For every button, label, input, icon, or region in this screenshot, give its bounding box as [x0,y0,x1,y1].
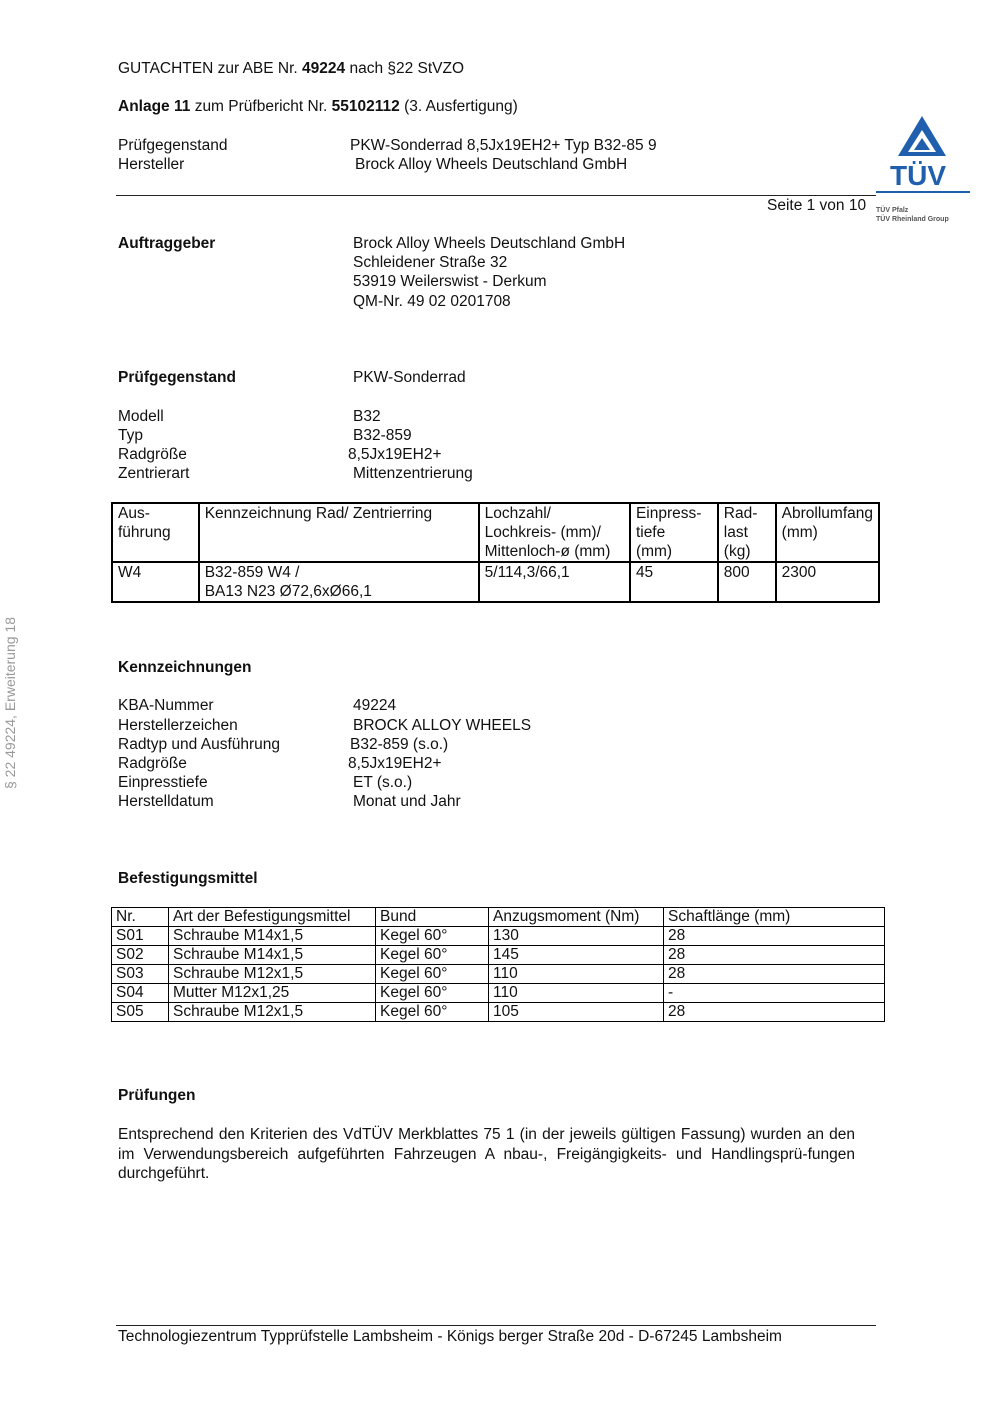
table-cell: Schraube M14x1,5 [169,927,376,946]
kennzeichnungen-title: Kennzeichnungen [118,659,252,676]
auftraggeber-line: QM-Nr. 49 02 0201708 [353,293,511,310]
header-pg-label: Prüfgegenstand [118,137,228,154]
kz-value: 49224 [353,697,397,714]
kz-key: KBA-Nummer [118,697,214,714]
pg-key: Zentrierart [118,465,190,482]
table-cell: Kegel 60° [376,984,489,1003]
pg-key: Modell [118,408,164,425]
header-hs-label: Hersteller [118,156,185,173]
kz-value: 8,5Jx19EH2+ [348,755,442,772]
kz-key: Herstelldatum [118,793,214,810]
table-cell: 145 [489,946,664,965]
table-cell: 110 [489,965,664,984]
table-cell: - [664,984,885,1003]
table-cell: B32-859 W4 / BA13 N23 Ø72,6xØ66,1 [199,562,479,602]
footer-address: Technologiezentrum Typprüfstelle Lambsheim - Königs berger Straße 20d - D-67245 Lambsheim [118,1328,782,1345]
table-cell: 105 [489,1003,664,1022]
pg-value: 8,5Jx19EH2+ [348,446,442,463]
kz-key: Herstellerzeichen [118,717,238,734]
pg-value: B32 [353,408,381,425]
table-cell: W4 [112,562,199,602]
befestigung-title: Befestigungsmittel [118,870,258,887]
pg-value: Mittenzentrierung [353,465,473,482]
table-cell: 130 [489,927,664,946]
table-cell: 28 [664,927,885,946]
table-cell: S04 [112,984,169,1003]
table-row [112,984,885,1003]
table-cell: Schraube M12x1,5 [169,1003,376,1022]
table-header-cell: Bund [376,908,489,927]
table-row [112,965,885,984]
pg-key: Typ [118,427,143,444]
pruefungen-text: Entsprechend den Kriterien des VdTÜV Merkblattes 75 1 (in der jeweils gültigen Fassung) wurden an den im Verwendungsbereich aufgeführten Fahrzeugen A nbau-, Freigängigkeits- und Handlingsprü-fungen durchgeführt. [118,1126,855,1182]
pg-value: B32-859 [353,427,412,444]
table-row [112,946,885,965]
document-title: GUTACHTEN zur ABE Nr. 49224 nach §22 StVZO [118,60,465,77]
table-header-cell: Art der Befestigungsmittel [169,908,376,927]
auftraggeber-line: Brock Alloy Wheels Deutschland GmbH [353,235,626,252]
pg-key: Radgröße [118,446,187,463]
table-cell: 5/114,3/66,1 [479,562,630,602]
table-cell: Kegel 60° [376,965,489,984]
table-header-cell: Lochzahl/ Lochkreis- (mm)/ Mittenloch-ø (mm) [479,503,630,562]
table-header-cell: Rad- last (kg) [718,503,776,562]
table-cell: S03 [112,965,169,984]
kz-key: Einpresstiefe [118,774,208,791]
kz-key: Radtyp und Ausführung [118,736,281,753]
tuv-logo [876,112,972,229]
table-cell: S05 [112,1003,169,1022]
side-annotation: § 22 49224, Erweiterung 18 [2,617,18,790]
table-cell: Kegel 60° [376,927,489,946]
table-cell: 45 [630,562,718,602]
header-divider [116,195,876,196]
kz-value: Monat und Jahr [353,793,461,810]
header-hs-value: Brock Alloy Wheels Deutschland GmbH [355,156,628,173]
table-cell: 110 [489,984,664,1003]
logo-text: TÜV [890,160,946,191]
table-header-cell: Schaftlänge (mm) [664,908,885,927]
auftraggeber-line: 53919 Weilerswist - Derkum [353,273,547,290]
footer-divider [116,1325,876,1326]
table-header-cell: Abrollumfang (mm) [776,503,879,562]
table-header-cell: Kennzeichnung Rad/ Zentrierring [199,503,479,562]
logo-sub1: TÜV Pfalz [876,207,909,214]
auftraggeber-label: Auftraggeber [118,235,216,252]
table-header-cell: Einpress- tiefe (mm) [630,503,718,562]
table-cell: 28 [664,946,885,965]
table-cell: Kegel 60° [376,1003,489,1022]
table-cell: 28 [664,965,885,984]
table-header-row [112,908,885,927]
table-cell: Kegel 60° [376,946,489,965]
table-cell: 2300 [776,562,879,602]
table-cell: 28 [664,1003,885,1022]
wheel-spec-table [111,502,880,603]
table-cell: Schraube M14x1,5 [169,946,376,965]
table-cell: 800 [718,562,776,602]
table-cell: S02 [112,946,169,965]
pruefungen-title: Prüfungen [118,1087,196,1104]
logo-sub2: TÜV Rheinland Group [876,216,949,223]
table-row [112,562,879,602]
page-number: Seite 1 von 10 [767,197,867,214]
table-header-cell: Nr. [112,908,169,927]
table-header-cell: Aus- führung [112,503,199,562]
logo-line [876,191,970,193]
header-pg-value: PKW-Sonderrad 8,5Jx19EH2+ Typ B32-85 9 [350,137,657,154]
fastener-table [111,907,885,1022]
table-cell: Mutter M12x1,25 [169,984,376,1003]
table-row [112,1003,885,1022]
table-cell: S01 [112,927,169,946]
kz-key: Radgröße [118,755,187,772]
kz-value: ET (s.o.) [353,774,413,791]
report-reference: Anlage 11 zum Prüfbericht Nr. 55102112 (3. Ausfertigung) [118,98,518,115]
table-header-row [112,503,879,562]
pruefgegenstand-label: Prüfgegenstand [118,369,236,386]
pruefgegenstand-value: PKW-Sonderrad [353,369,466,386]
table-row [112,927,885,946]
kz-value: B32-859 (s.o.) [350,736,449,753]
kz-value: BROCK ALLOY WHEELS [353,717,532,734]
table-header-cell: Anzugsmoment (Nm) [489,908,664,927]
auftraggeber-line: Schleidener Straße 32 [353,254,508,271]
table-cell: Schraube M12x1,5 [169,965,376,984]
